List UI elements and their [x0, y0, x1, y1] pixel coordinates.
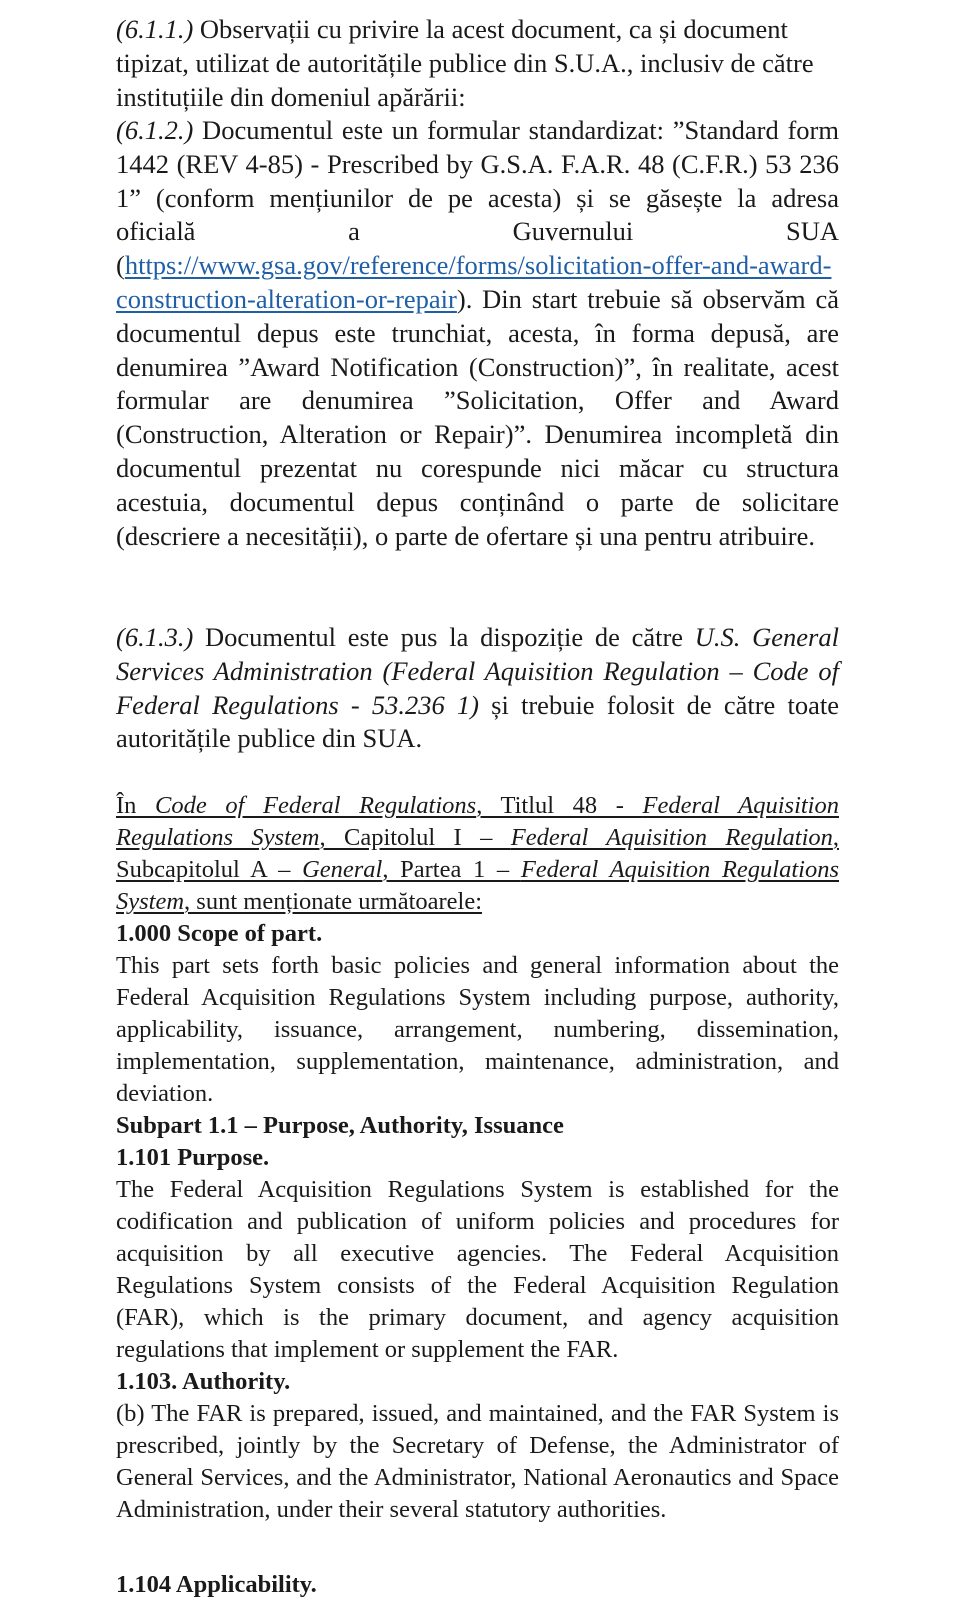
cfr-title-48: Federal Aquisition Regulations System	[116, 792, 839, 851]
paragraph-6-1-1	[116, 13, 839, 114]
cfr-chapter-1: Federal Aquisition Regulation	[510, 824, 833, 851]
cfr-subchapter-a: General	[302, 856, 383, 883]
far-excerpt	[116, 918, 839, 1526]
paragraph-1-103: (b) The FAR is prepared, issued, and maintained, and the FAR System is prescribed, jointly by the Secretary of Defense, the Administrator of General Services, and the Administrator, National Aeronautics and Space Administration, under their several statutory authorities.	[116, 1400, 839, 1523]
paragraph-6-1-3-text-start: Documentul este pus la dispoziție de către	[193, 622, 695, 652]
cfr-intro-text-5: , Partea 1 –	[382, 856, 521, 883]
paragraph-6-1-2-text-start: Documentul este un formular standardizat: ”Standard form 1442 (REV 4-85) - Prescribed by G.S.A. F.A.R. 48 (C.F.R.) 53 236 1” (conform mențiunilor de pe acesta) și se găsește la adresa oficială a Guvernului SUA (	[116, 115, 839, 281]
cfr-intro-text-3: , Capitolul I –	[319, 824, 511, 851]
heading-1-101: 1.101 Purpose.	[116, 1144, 270, 1171]
cfr-title-code: Code of Federal Regulations	[155, 792, 477, 819]
cfr-intro-paragraph	[116, 790, 839, 918]
paragraph-6-1-1-text: Observații cu privire la acest document, ca și document tipizat, utilizat de autoritățile publice din S.U.A., inclusiv de către instituțiile din domeniul apărării:	[116, 14, 814, 112]
section-ref-6-1-2: (6.1.2.)	[116, 115, 194, 145]
paragraph-6-1-2-text-end: ). Din start trebuie să observăm că documentul depus este trunchiat, acesta, în forma depusă, are denumirea ”Award Notification (Construction)”, în realitate, acest formular are denumirea ”Solicitation, Offer and Award (Construction, Alteration or Repair)”. Denumirea incompletă din documentul prezentat nu corespunde nici măcar cu structura acestuia, documentul depus conținând o parte de solicitare (descriere a necesității), o parte de ofertare și una pentru atribuire.	[116, 283, 839, 551]
section-ref-6-1-1: (6.1.1.)	[116, 14, 194, 44]
paragraph-6-1-2	[116, 114, 839, 553]
cfr-intro-text-2: , Titlul 48 -	[476, 792, 643, 819]
paragraph-6-1-3-text-end: și trebuie folosit de către toate autoritățile publice din SUA.	[116, 689, 839, 754]
heading-1-000: 1.000 Scope of part.	[116, 920, 323, 947]
cfr-intro-text-1: În	[116, 792, 156, 819]
heading-1-103: 1.103. Authority.	[116, 1368, 291, 1395]
section-ref-6-1-3: (6.1.3.)	[116, 622, 194, 652]
cfr-part-1: Federal Aquisition Regulations System	[116, 856, 840, 915]
paragraph-1-101: The Federal Acquisition Regulations System is established for the codification and publication of uniform policies and procedures for acquisition by all executive agencies. The Federal Acquisition Regulations System consists of the Federal Acquisition Regulation (FAR), which is the primary document, and agency acquisition regulations that implement or supplement the FAR.	[116, 1176, 839, 1363]
heading-1-104-cropped	[116, 1564, 336, 1604]
heading-subpart-1-1: Subpart 1.1 – Purpose, Authority, Issuance	[116, 1112, 564, 1139]
paragraph-6-1-3	[116, 621, 839, 756]
gsa-form-link[interactable]: https://www.gsa.gov/reference/forms/solicitation-offer-and-award-construction-alteration-or-repair	[116, 250, 832, 314]
cfr-intro-text-4: , Subcapitolul A –	[116, 824, 839, 883]
cfr-intro-text-6: , sunt menționate următoarele:	[184, 888, 483, 915]
heading-1-104: 1.104 Applicability.	[116, 1571, 317, 1598]
paragraph-1-000: This part sets forth basic policies and general information about the Federal Acquisition Regulations System including purpose, authority, applicability, issuance, arrangement, numbering, dissemination, implementation, supplementation, maintenance, administration, and deviation.	[116, 952, 839, 1107]
gsa-regulation-reference: U.S. General Services Administration (Federal Aquisition Regulation – Code of Federal Regulations - 53.236 1)	[116, 622, 839, 720]
